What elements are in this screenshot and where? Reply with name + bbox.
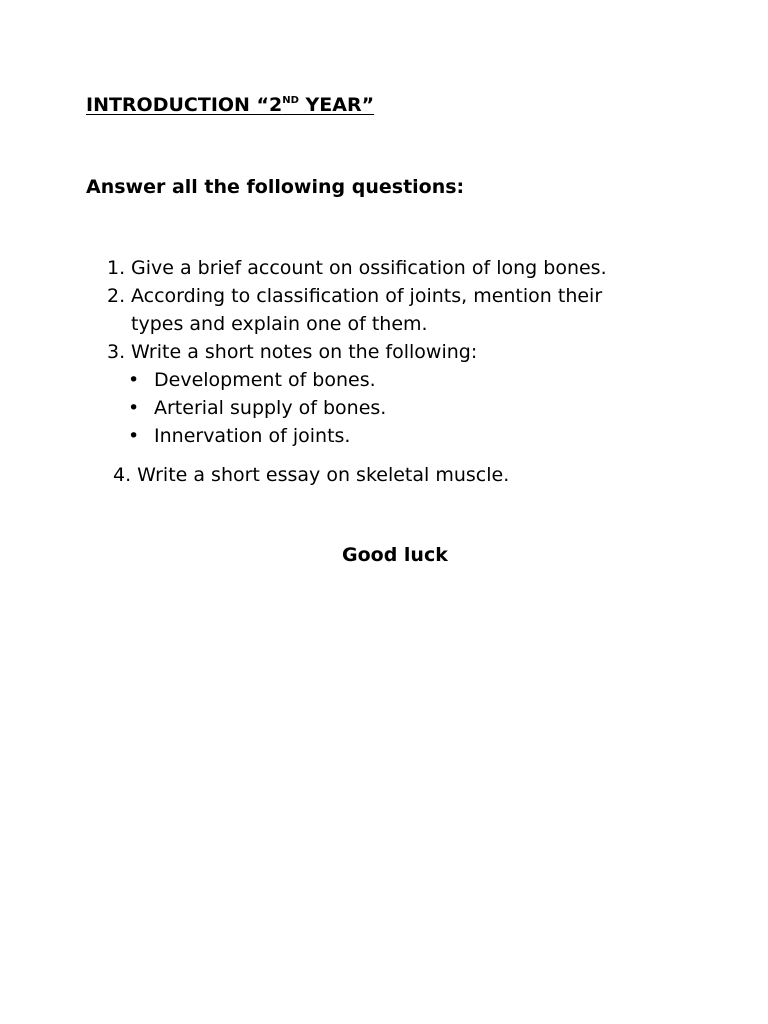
closing-text: Good luck: [342, 544, 448, 566]
sub-question-text: Innervation of joints.: [154, 425, 351, 447]
sub-question-text: Development of bones.: [154, 369, 376, 391]
sub-question-item: [0, 366, 768, 394]
title-suffix: YEAR”: [298, 94, 375, 116]
bullet-icon: •: [128, 397, 140, 419]
question-number: 1.: [107, 257, 126, 279]
instruction-text: Answer all the following questions:: [86, 176, 465, 198]
title-prefix: INTRODUCTION “2: [86, 94, 283, 116]
question-item-2: [0, 282, 651, 338]
question-number: 3.: [107, 341, 126, 363]
sub-question-item: [0, 394, 768, 422]
question-text: Write a short notes on the following:: [131, 341, 478, 363]
sub-question-item: [0, 422, 768, 450]
question-item-1: [0, 254, 651, 282]
page-title: [86, 92, 374, 118]
question-text: Give a brief account on ossification of long bones.: [131, 257, 607, 279]
question-number: 2.: [107, 285, 126, 307]
question-text: According to classification of joints, mention their types and explain one of them.: [131, 285, 603, 335]
sub-question-list: [0, 366, 768, 450]
bullet-icon: •: [128, 425, 140, 447]
question-item-4: 4. Write a short essay on skeletal muscle.: [113, 464, 510, 486]
sub-question-text: Arterial supply of bones.: [154, 397, 387, 419]
bullet-icon: •: [128, 369, 140, 391]
question-item-3: [0, 338, 651, 450]
question-list: [0, 254, 768, 450]
title-superscript: ND: [282, 95, 299, 106]
